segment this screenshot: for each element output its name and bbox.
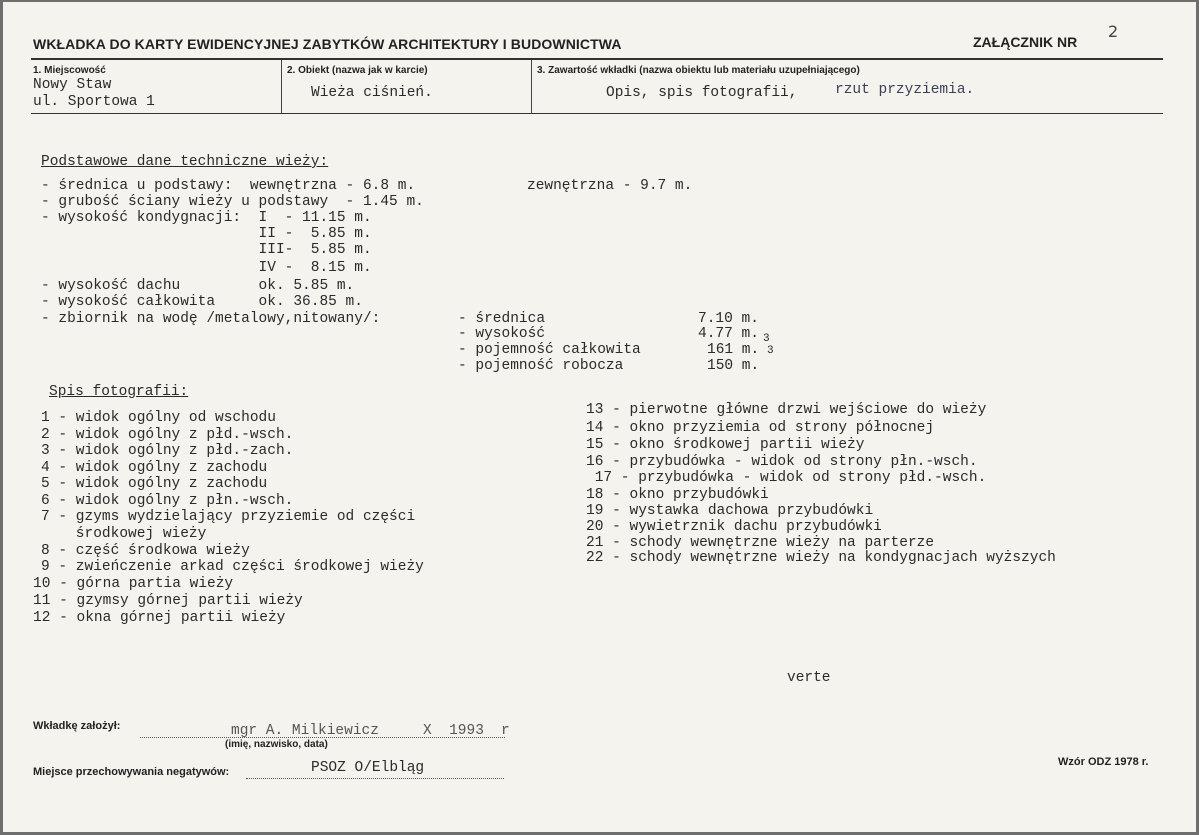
- photo-item: 11 - gzymsy górnej partii wieży: [33, 593, 303, 609]
- field-contents-value-b: rzut przyziemia.: [835, 82, 975, 98]
- header-rule: [31, 58, 1163, 60]
- field-divider-1: [281, 60, 282, 114]
- tech-line: - wysokość kondygnacji: I - 11.15 m.: [41, 210, 372, 226]
- photo-item: 15 - okno środkowej partii wieży: [586, 437, 865, 453]
- tank-value: 150 m.: [707, 358, 760, 374]
- field-locality-line1: Nowy Staw: [33, 77, 112, 93]
- fields-bottom-rule: [31, 113, 1163, 114]
- photo-item: 21 - schody wewnętrzne wieży na parterze: [586, 535, 935, 551]
- photo-item: 13 - pierwotne główne drzwi wejściowe do wieży: [586, 402, 987, 418]
- tank-label: - pojemność całkowita: [458, 342, 641, 358]
- tech-line: III- 5.85 m.: [41, 242, 372, 258]
- photo-item: 10 - górna partia wieży: [33, 576, 234, 592]
- photo-item: 6 - widok ogólny z płn.-wsch.: [41, 493, 294, 509]
- date-value: X 1993: [423, 723, 484, 739]
- verte-note: verte: [787, 670, 831, 686]
- author-label: Wkładkę założył:: [33, 720, 121, 732]
- tech-line: - wysokość całkowita ok. 36.85 m.: [41, 294, 363, 310]
- photo-item: 20 - wywietrznik dachu przybudówki: [586, 519, 882, 535]
- tech-line: II - 5.85 m.: [41, 226, 372, 242]
- tech-line: - wysokość dachu ok. 5.85 m.: [41, 278, 355, 294]
- author-value: mgr A. Milkiewicz: [231, 723, 379, 739]
- form-id: Wzór ODZ 1978 r.: [1058, 756, 1149, 768]
- tank-label: - wysokość: [458, 326, 546, 342]
- tank-value: 7.10 m.: [698, 311, 759, 327]
- photo-item: 7 - gzyms wydzielający przyziemie od części: [41, 509, 416, 525]
- photo-item: 9 - zwieńczenie arkad części środkowej wieży: [41, 559, 424, 575]
- field-object-label: 2. Obiekt (nazwa jak w karcie): [287, 65, 428, 76]
- photo-item: 1 - widok ogólny od wschodu: [41, 410, 276, 426]
- tech-line: IV - 8.15 m.: [41, 260, 372, 276]
- tank-label: - pojemność robocza: [458, 358, 624, 374]
- storage-label: Miejsce przechowywania negatywów:: [33, 766, 230, 778]
- photo-item: 2 - widok ogólny z płd.-wsch.: [41, 427, 294, 443]
- field-locality-line2: ul. Sportowa 1: [33, 94, 155, 110]
- photo-item: 14 - okno przyziemia od strony północnej: [586, 420, 935, 436]
- tech-line: - średnica u podstawy: wewnętrzna - 6.8 m.: [41, 178, 416, 194]
- field-contents-value-a: Opis, spis fotografii,: [606, 85, 798, 101]
- storage-value: PSOZ O/Elbląg: [311, 760, 425, 776]
- photo-item: 19 - wystawka dachowa przybudówki: [586, 503, 874, 519]
- record-card: [3, 2, 1196, 832]
- photo-item: 8 - część środkowa wieży: [41, 543, 250, 559]
- photo-item: 3 - widok ogólny z płd.-zach.: [41, 443, 294, 459]
- photo-item: 17 - przybudówka - widok od strony płd.-wsch.: [586, 470, 987, 486]
- tank-value: 161 m.: [707, 342, 760, 358]
- card-title: WKŁADKA DO KARTY EWIDENCYJNEJ ZABYTKÓW ARCHITEKTURY I BUDOWNICTWA: [33, 36, 622, 52]
- annex-label: ZAŁĄCZNIK NR: [973, 34, 1078, 50]
- tank-label: - średnica: [458, 311, 546, 327]
- tech-line: - grubość ściany wieży u podstawy - 1.45 m.: [41, 194, 424, 210]
- field-contents-label: 3. Zawartość wkładki (nazwa obiektu lub materiału uzupełniającego): [537, 65, 860, 76]
- tech-line: - zbiornik na wodę /metalowy,nitowany/:: [41, 311, 381, 327]
- date-suffix: r: [501, 723, 510, 739]
- photos-heading: Spis fotografii:: [49, 384, 189, 400]
- annex-number: 2: [1108, 22, 1119, 41]
- storage-dotted-line: [246, 778, 504, 779]
- tank-value: 4.77 m.: [698, 326, 759, 342]
- photo-item: 4 - widok ogólny z zachodu: [41, 460, 268, 476]
- field-object-value: Wieża ciśnień.: [311, 85, 433, 101]
- tech-heading: Podstawowe dane techniczne wieży:: [41, 154, 329, 170]
- photo-item: 16 - przybudówka - widok od strony płn.-wsch.: [586, 454, 978, 470]
- author-caption: (imię, nazwisko, data): [225, 739, 328, 750]
- photo-item: środkowej wieży: [41, 526, 207, 542]
- tank-unit-superscript: 3: [763, 333, 770, 345]
- tank-unit-superscript: 3: [767, 345, 774, 357]
- outer-diameter: zewnętrzna - 9.7 m.: [527, 178, 693, 194]
- photo-item: 12 - okna górnej partii wieży: [33, 610, 286, 626]
- photo-item: 18 - okno przybudówki: [586, 487, 769, 503]
- field-divider-2: [531, 60, 532, 114]
- photo-item: 5 - widok ogólny z zachodu: [41, 476, 268, 492]
- photo-item: 22 - schody wewnętrzne wieży na kondygnacjach wyższych: [586, 550, 1056, 566]
- field-locality-label: 1. Miejscowość: [33, 65, 106, 76]
